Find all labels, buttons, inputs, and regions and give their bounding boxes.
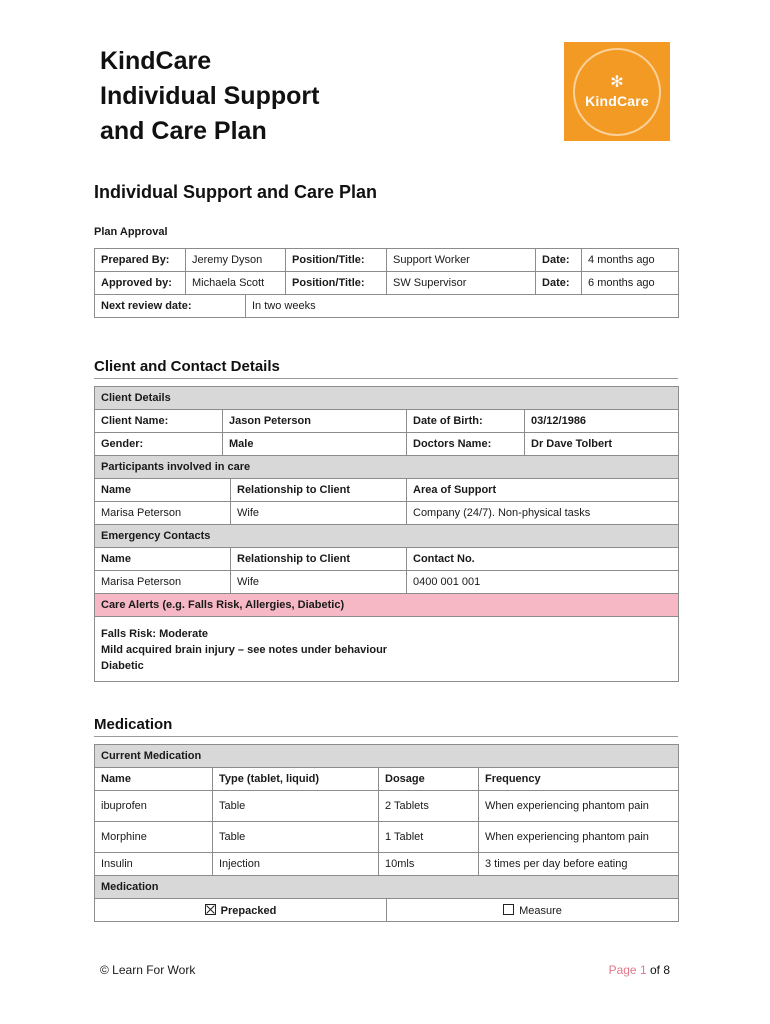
med-header-frequency: Frequency xyxy=(479,768,679,791)
client-section-rule xyxy=(94,378,678,379)
med-type: Injection xyxy=(213,853,379,876)
gender-row xyxy=(95,433,679,456)
approved-date-label: Date: xyxy=(536,272,582,295)
emergency-header-row xyxy=(95,548,679,571)
page-current: 1 xyxy=(639,963,647,977)
measure-label: Measure xyxy=(519,904,562,917)
medication-table xyxy=(94,744,679,922)
kindcare-logo xyxy=(564,42,670,141)
participants-label: Participants involved in care xyxy=(95,456,679,479)
med-header-name: Name xyxy=(95,768,213,791)
medication-section-heading: Medication xyxy=(94,716,173,733)
dob-label: Date of Birth: xyxy=(407,410,525,433)
care-alerts-notes-row xyxy=(95,617,679,682)
document-title-line-3: and Care Plan xyxy=(100,117,267,145)
gender-value: Male xyxy=(223,433,407,456)
plan-approval-table xyxy=(94,248,679,318)
prepacked-option[interactable] xyxy=(95,899,387,922)
table-row xyxy=(95,791,679,822)
current-medication-label: Current Medication xyxy=(95,745,679,768)
footer-page-number xyxy=(609,963,670,977)
prepared-by-value: Jeremy Dyson xyxy=(186,249,286,272)
review-date-value: In two weeks xyxy=(246,295,679,318)
med-header-dosage: Dosage xyxy=(379,768,479,791)
med-frequency: 3 times per day before eating xyxy=(479,853,679,876)
gender-label: Gender: xyxy=(95,433,223,456)
med-frequency: When experiencing phantom pain xyxy=(479,822,679,853)
table-row xyxy=(95,571,679,594)
med-frequency: When experiencing phantom pain xyxy=(479,791,679,822)
participants-header-area: Area of Support xyxy=(407,479,679,502)
emergency-contact: 0400 001 001 xyxy=(407,571,679,594)
table-row xyxy=(95,502,679,525)
page-total: of 8 xyxy=(649,963,670,977)
med-name: Insulin xyxy=(95,853,213,876)
page-heading: Individual Support and Care Plan xyxy=(94,182,378,202)
emergency-header-relationship: Relationship to Client xyxy=(231,548,407,571)
emergency-header-name: Name xyxy=(95,548,231,571)
client-name-row xyxy=(95,410,679,433)
flower-icon: ✻ xyxy=(610,73,624,91)
approved-by-value: Michaela Scott xyxy=(186,272,286,295)
client-section-heading: Client and Contact Details xyxy=(94,358,280,375)
care-alert-line: Falls Risk: Moderate xyxy=(101,628,208,640)
client-details-band xyxy=(95,387,679,410)
participants-header-name: Name xyxy=(95,479,231,502)
prepared-date-value: 4 months ago xyxy=(582,249,679,272)
current-medication-band xyxy=(95,745,679,768)
med-dosage: 1 Tablet xyxy=(379,822,479,853)
logo-ring xyxy=(573,48,661,136)
med-dosage: 10mls xyxy=(379,853,479,876)
medication-method-band xyxy=(95,876,679,899)
med-type: Table xyxy=(213,822,379,853)
client-details-table xyxy=(94,386,679,682)
client-name-value: Jason Peterson xyxy=(223,410,407,433)
footer-copyright: © Learn For Work xyxy=(100,963,196,977)
care-alert-line: Mild acquired brain injury – see notes under behaviour xyxy=(101,644,388,656)
med-header-type: Type (tablet, liquid) xyxy=(213,768,379,791)
emergency-label: Emergency Contacts xyxy=(95,525,679,548)
approved-position-label: Position/Title: xyxy=(286,272,387,295)
participant-relationship: Wife xyxy=(231,502,407,525)
participants-header-row xyxy=(95,479,679,502)
review-row xyxy=(95,295,679,318)
med-type: Table xyxy=(213,791,379,822)
dob-value: 03/12/1986 xyxy=(525,410,679,433)
care-alert-line: Diabetic xyxy=(101,660,144,672)
client-name-label: Client Name: xyxy=(95,410,223,433)
page-word: Page xyxy=(608,963,637,977)
approved-date-value: 6 months ago xyxy=(582,272,679,295)
client-details-label: Client Details xyxy=(95,387,679,410)
emergency-header-contact: Contact No. xyxy=(407,548,679,571)
document-title-line-2: Individual Support xyxy=(100,82,320,110)
med-dosage: 2 Tablets xyxy=(379,791,479,822)
doctor-value: Dr Dave Tolbert xyxy=(525,433,679,456)
care-alerts-notes xyxy=(95,617,679,682)
measure-option[interactable] xyxy=(387,899,679,922)
participant-area: Company (24/7). Non-physical tasks xyxy=(407,502,679,525)
medication-method-row xyxy=(95,899,679,922)
checked-checkbox-icon[interactable] xyxy=(205,904,216,915)
unchecked-checkbox-icon[interactable] xyxy=(503,904,514,915)
prepared-position-value: Support Worker xyxy=(387,249,536,272)
review-date-label: Next review date: xyxy=(95,295,246,318)
prepared-date-label: Date: xyxy=(536,249,582,272)
approved-position-value: SW Supervisor xyxy=(387,272,536,295)
med-name: Morphine xyxy=(95,822,213,853)
medication-section-rule xyxy=(94,736,678,737)
doctor-label: Doctors Name: xyxy=(407,433,525,456)
table-row xyxy=(95,853,679,876)
medication-method-label: Medication xyxy=(95,876,679,899)
medication-header-row xyxy=(95,768,679,791)
logo-text: KindCare xyxy=(585,92,649,109)
document-title-line-1: KindCare xyxy=(100,47,212,75)
med-name: ibuprofen xyxy=(95,791,213,822)
document-title xyxy=(100,44,500,149)
prepared-position-label: Position/Title: xyxy=(286,249,387,272)
participant-name: Marisa Peterson xyxy=(95,502,231,525)
care-alerts-band xyxy=(95,594,679,617)
prepared-row xyxy=(95,249,679,272)
emergency-name: Marisa Peterson xyxy=(95,571,231,594)
approved-by-label: Approved by: xyxy=(95,272,186,295)
care-alerts-label: Care Alerts (e.g. Falls Risk, Allergies, Diabetic) xyxy=(95,594,679,617)
emergency-band xyxy=(95,525,679,548)
prepacked-label: Prepacked xyxy=(220,904,277,917)
approved-row xyxy=(95,272,679,295)
participants-band xyxy=(95,456,679,479)
emergency-relationship: Wife xyxy=(231,571,407,594)
plan-approval-heading: Plan Approval xyxy=(94,226,168,238)
prepared-by-label: Prepared By: xyxy=(95,249,186,272)
table-row xyxy=(95,822,679,853)
participants-header-relationship: Relationship to Client xyxy=(231,479,407,502)
